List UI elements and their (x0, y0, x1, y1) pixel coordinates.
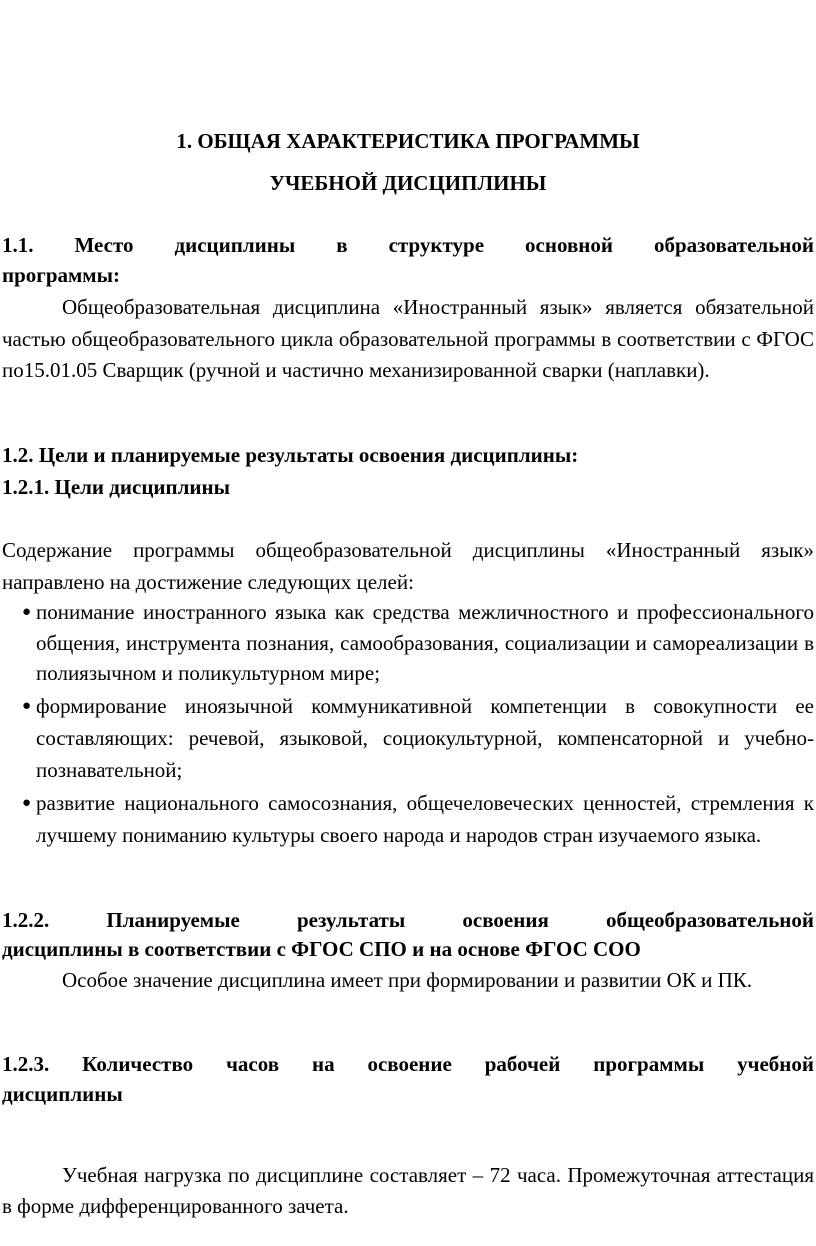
goals-list (2, 597, 814, 851)
heading-1-1-line2: программы: (2, 263, 120, 287)
heading-1-2-1: 1.2.1. Цели дисциплины (2, 475, 231, 499)
paragraph-1-2-3: Учебная нагрузка по дисциплине составляет – 72 часа. Промежуточная аттестация в форме дифференцированного зачета. (2, 1163, 814, 1218)
section-title-line2: УЧЕБНОЙ ДИСЦИПЛИНЫ (269, 171, 547, 195)
heading-1-2-2-line2: дисциплины в соответствии с ФГОС СПО и на основе ФГОС СОО (2, 937, 641, 961)
bullet-icon: ● (22, 697, 32, 714)
list-item (2, 690, 814, 786)
paragraph-1-1: Общеобразовательная дисциплина «Иностранный язык» является обязательной частью общеобразовательного цикла образовательной программы в соответствии с ФГОС по15.01.05 Сварщик (ручной и частично механизированной сварки (наплавки). (2, 295, 814, 382)
heading-1-2: 1.2. Цели и планируемые результаты освоения дисциплины: (2, 443, 579, 467)
goal-text: понимание иностранного языка как средства межличностного и профессионального общения, инструмента познания, самообразования, социализации и самореализации в полиязычном и поликультурном мире; (36, 600, 814, 685)
paragraph-1-2-2: Особое значение дисциплина имеет при формировании и развитии ОК и ПК. (62, 968, 752, 992)
list-item (2, 597, 814, 689)
bullet-icon: ● (22, 604, 32, 620)
heading-1-2-2-line1: 1.2.2. Планируемые результаты освоения общеобразовательной (2, 908, 814, 932)
bullet-icon: ● (22, 794, 32, 811)
heading-1-2-3-line2: дисциплины (2, 1082, 123, 1106)
heading-1-1-line1: 1.1. Место дисциплины в структуре основной образовательной (2, 233, 814, 257)
goals-intro: Содержание программы общеобразовательной дисциплины «Иностранный язык» направлено на достижение следующих целей: (2, 538, 814, 594)
goal-text: формирование иноязычной коммуникативной компетенции в совокупности ее составляющих: речевой, языковой, социокультурной, компенсаторной и учебно-познавательной; (36, 693, 814, 782)
list-item (2, 787, 814, 851)
heading-1-2-3-line1: 1.2.3. Количество часов на освоение рабочей программы учебной (2, 1052, 814, 1076)
goal-text: развитие национального самосознания, общечеловеческих ценностей, стремления к лучшему пониманию культуры своего народа и народов стран изучаемого языка. (36, 790, 814, 847)
section-title-line1: 1. ОБЩАЯ ХАРАКТЕРИСТИКА ПРОГРАММЫ (176, 129, 640, 153)
